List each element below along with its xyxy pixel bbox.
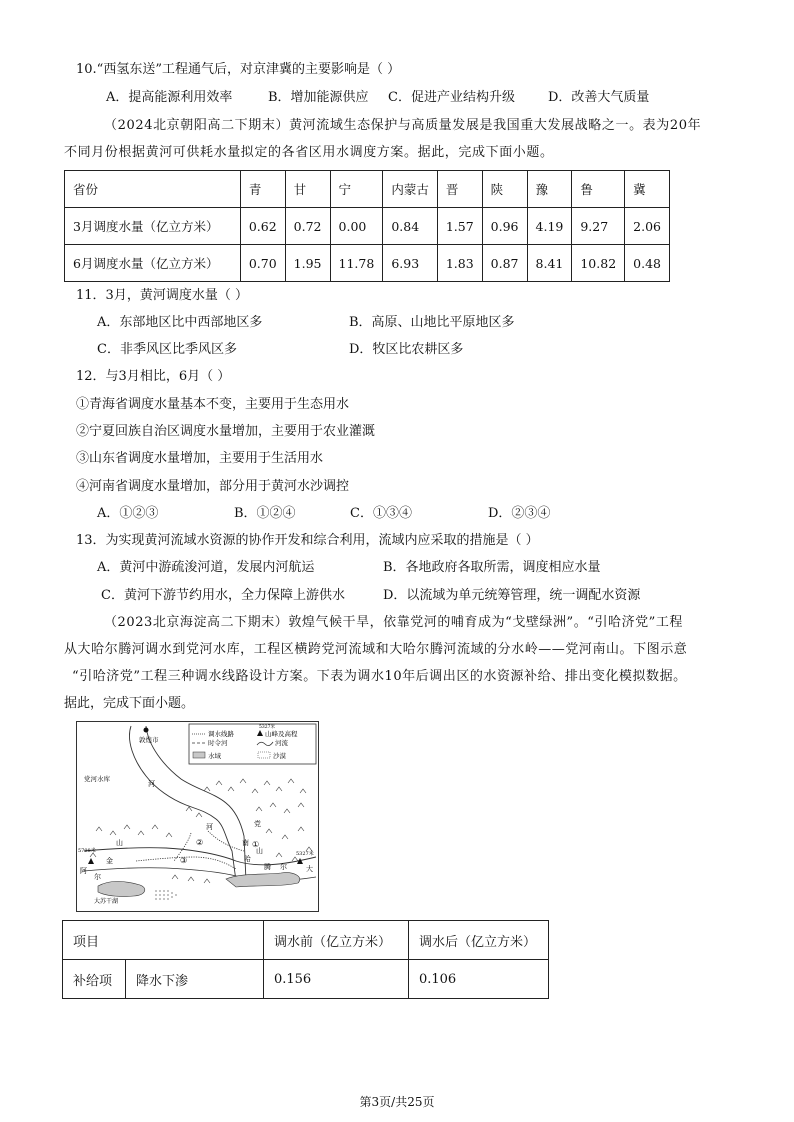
q13-stem: 13．为实现黄河流域水资源的协作开发和综合利用，流域内应采取的措施是（ ） — [76, 533, 539, 548]
page-number: 第3页/共25页 — [359, 1095, 435, 1109]
label-city: 敦煌市 — [139, 736, 159, 744]
q12-item-3: ③山东省调度水量增加，主要用于生活用水 — [76, 451, 324, 466]
q11-option-d: D．牧区比农耕区多 — [349, 342, 464, 357]
legend-water: 水域 — [208, 752, 221, 760]
table-cell: 0.62 — [240, 208, 285, 245]
label-er2: 尔 — [94, 873, 101, 881]
label-ha: 哈 — [244, 855, 251, 863]
legend-desert: 沙漠 — [273, 752, 286, 760]
q10-option-d: D．改善大气质量 — [548, 90, 650, 105]
q12-item-2: ②宁夏回族自治区调度水量增加，主要用于农业灌溉 — [76, 424, 376, 439]
label-he2: 河 — [206, 823, 213, 831]
table-cell: 0.84 — [383, 208, 438, 245]
intro2-line3: “引哈济党”工程三种调水线路设计方案。下表为调水10年后调出区的水资源补给、排出变化模拟数据。 — [72, 669, 687, 684]
q11-stem: 11．3月，黄河调度水量（ ） — [76, 288, 248, 303]
desert-legend-icon — [258, 752, 270, 758]
table-cell: 调水后（亿立方米） — [408, 921, 548, 960]
table-cell: 内蒙古 — [383, 171, 438, 208]
q10-stem: 10.“西氢东送”工程通气后，对京津冀的主要影响是（ ） — [76, 62, 401, 77]
table-cell: 豫 — [527, 171, 572, 208]
q12-option-a: A．①②③ — [97, 506, 159, 521]
table-cell: 省份 — [65, 171, 241, 208]
label-river-he: 河 — [148, 780, 155, 788]
label-a: 阿 — [80, 867, 87, 875]
table-cell: 补给项 — [63, 960, 126, 999]
legend-route: 调水线路 — [208, 730, 234, 738]
q12-option-d: D．②③④ — [488, 506, 551, 521]
table-cell: 1.95 — [285, 245, 330, 282]
table-cell: 4.19 — [527, 208, 572, 245]
q10-option-c: C．促进产业结构升级 — [388, 90, 515, 105]
table-cell: 8.41 — [527, 245, 572, 282]
table-cell: 0.106 — [408, 960, 548, 999]
water-legend-icon — [193, 752, 205, 758]
label-peak2: 5327米 — [296, 851, 314, 857]
label-jin: 金 — [106, 857, 113, 865]
q13-option-d: D．以流域为单元统筹管理，统一调配水资源 — [383, 588, 641, 603]
q12-item-4: ④河南省调度水量增加，部分用于黄河水沙调控 — [76, 479, 350, 494]
table-cell: 甘 — [285, 171, 330, 208]
table-cell: 6.93 — [383, 245, 438, 282]
table-cell: 宁 — [330, 171, 383, 208]
intro2-line4: 据此，完成下面小题。 — [64, 696, 195, 711]
q11-option-c: C．非季风区比季风区多 — [97, 342, 237, 357]
table-cell: 调水前（亿立方米） — [263, 921, 408, 960]
legend-peak: 山峰及高程 — [265, 730, 298, 738]
label-dang: 党 — [254, 820, 261, 828]
label-peak1: 5798米 — [78, 848, 96, 854]
q10-option-b: B．增加能源供应 — [268, 90, 369, 105]
table-cell: 0.48 — [625, 245, 670, 282]
label-route-3: ③ — [180, 856, 188, 865]
label-route-2: ② — [196, 838, 204, 847]
table-cell: 1.83 — [437, 245, 482, 282]
table-cell: 3月调度水量（亿立方米） — [65, 208, 241, 245]
q11-option-a: A．东部地区比中西部地区多 — [97, 315, 263, 330]
table-header-row — [65, 171, 670, 208]
table-cell: 陕 — [482, 171, 527, 208]
table-cell: 鲁 — [572, 171, 625, 208]
table-row — [63, 960, 549, 999]
q11-option-b: B．高原、山地比平原地区多 — [349, 315, 515, 330]
table-cell: 1.57 — [437, 208, 482, 245]
legend-peak-elev: 5327米 — [259, 725, 275, 730]
intro1-line2: 不同月份根据黄河可供耗水量拟定的各省区用水调度方案。据此，完成下面小题。 — [64, 145, 554, 160]
table-cell: 冀 — [625, 171, 670, 208]
dunhuang-city-icon — [144, 728, 149, 733]
table-cell: 0.00 — [330, 208, 383, 245]
label-shan2: 山 — [116, 839, 123, 847]
label-dasu: 大苏干湖 — [94, 898, 119, 905]
label-reservoir: 党河水库 — [84, 775, 110, 783]
table-cell: 0.87 — [482, 245, 527, 282]
q12-stem: 12．与3月相比，6月（ ） — [76, 369, 231, 384]
table-cell: 0.72 — [285, 208, 330, 245]
table-cell: 青 — [240, 171, 285, 208]
legend-river: 河流 — [275, 739, 288, 747]
q13-option-c: C．黄河下游节约用水，全力保障上游供水 — [101, 588, 345, 603]
label-da: 大 — [306, 865, 313, 873]
water-balance-table — [62, 920, 549, 999]
q12-option-c: C．①③④ — [350, 506, 412, 521]
water-diversion-map — [76, 721, 319, 912]
label-er: 尔 — [280, 863, 287, 871]
table-cell: 0.70 — [240, 245, 285, 282]
intro2-line2: 从大哈尔腾河调水到党河水库，工程区横跨党河流域和大哈尔腾河流域的分水岭——党河南山。下图示意 — [64, 642, 688, 657]
label-nan: 南 — [242, 839, 249, 847]
legend-seasonal-river: 时令河 — [208, 739, 228, 747]
table-cell: 0.156 — [263, 960, 408, 999]
table-row — [65, 208, 670, 245]
q13-option-a: A．黄河中游疏浚河道，发展内河航运 — [97, 560, 315, 575]
table-row — [65, 245, 670, 282]
table-cell: 降水下渗 — [126, 960, 264, 999]
q12-option-b: B．①②④ — [234, 506, 296, 521]
intro2-line1: （2023北京海淀高二下期末）敦煌气候干旱，依靠党河的哺育成为“戈壁绿洲”。“引哈济党”工程 — [104, 615, 683, 630]
table-cell: 10.82 — [572, 245, 625, 282]
table-cell: 2.06 — [625, 208, 670, 245]
q13-option-b: B．各地政府各取所需，调度相应水量 — [383, 560, 601, 575]
q10-option-a: A．提高能源利用效率 — [106, 90, 233, 105]
table-cell: 项目 — [63, 921, 264, 960]
water-allocation-table — [64, 170, 670, 282]
q12-item-1: ①青海省调度水量基本不变，主要用于生态用水 — [76, 397, 350, 412]
label-ten: 腾 — [264, 863, 271, 871]
intro1-line1: （2024北京朝阳高二下期末）黄河流域生态保护与高质量发展是我国重大发展战略之一。表为20年 — [104, 118, 702, 133]
table-cell: 6月调度水量（亿立方米） — [65, 245, 241, 282]
label-route-1: ① — [252, 840, 260, 849]
table-header-row — [63, 921, 549, 960]
table-cell: 晋 — [437, 171, 482, 208]
table-cell: 9.27 — [572, 208, 625, 245]
table-cell: 0.96 — [482, 208, 527, 245]
table-cell: 11.78 — [330, 245, 383, 282]
label-shan: 山 — [256, 847, 263, 855]
